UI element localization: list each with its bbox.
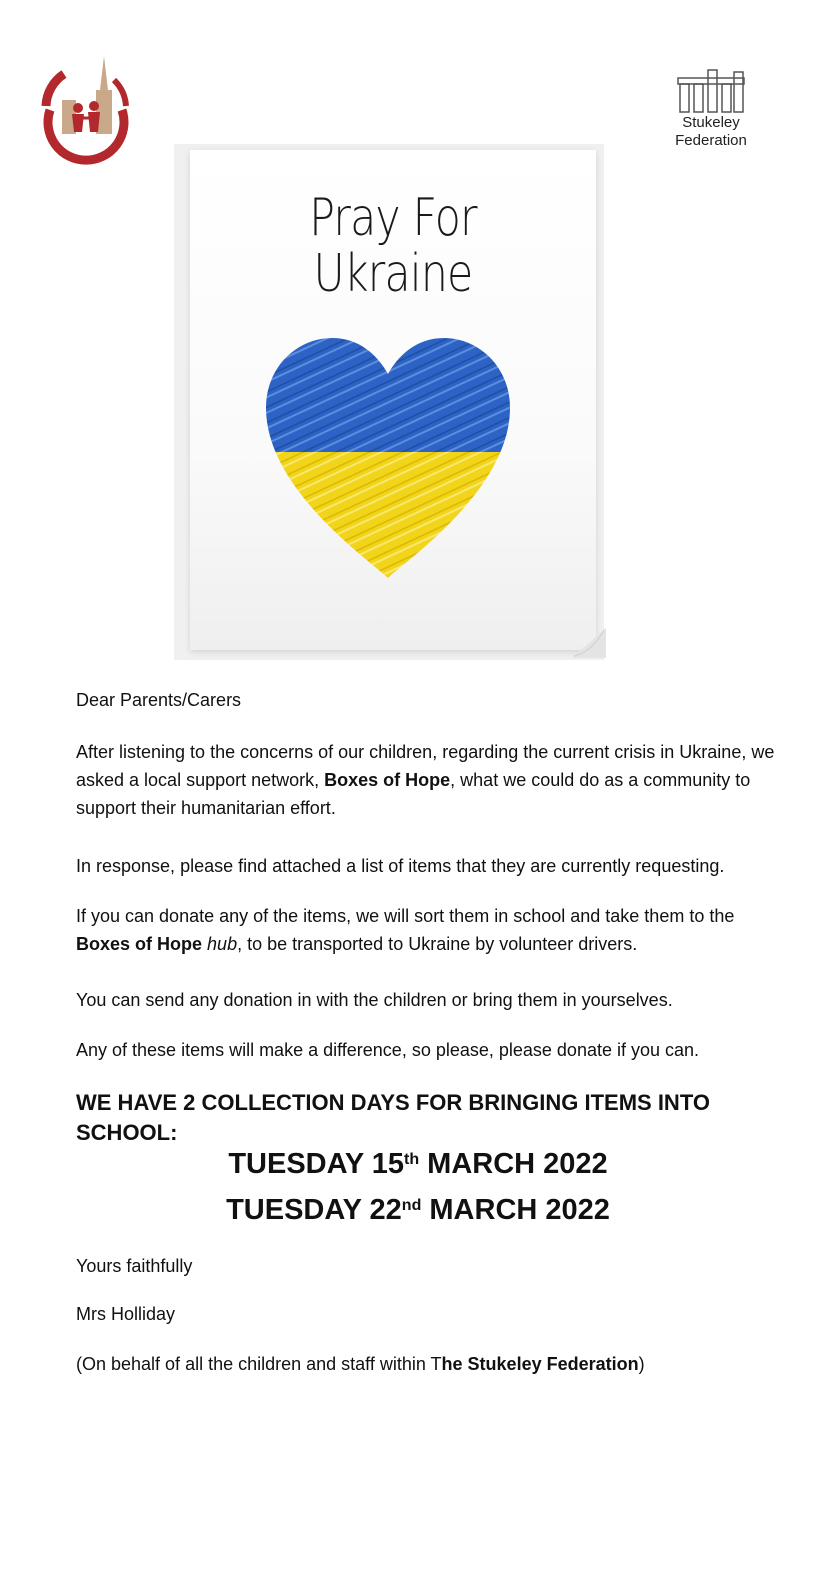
stukeley-federation-logo: [666, 64, 756, 172]
collection-date-2: TUESDAY 22nd MARCH 2022: [226, 1194, 610, 1226]
page-curl-icon: [572, 628, 606, 658]
paragraph-5: Any of these items will make a difference, so please, please donate if you can.: [76, 1040, 700, 1060]
greeting: Dear Parents/Carers: [76, 690, 242, 710]
boxes-of-hope-bold: Boxes of Hope: [324, 770, 451, 790]
logo-text-federation: Federation: [675, 132, 747, 149]
collection-date-1: TUESDAY 15th MARCH 2022: [228, 1148, 608, 1180]
closing: Yours faithfully: [76, 1256, 193, 1276]
school-logo-left: [38, 50, 134, 166]
paragraph-3: If you can donate any of the items, we will sort them in school and take them to the Boxes of Hope hub, to be transported to Ukraine by volunteer drivers.: [76, 906, 735, 954]
poster-title: [227, 190, 560, 302]
poster-title-line2: Ukraine: [313, 244, 473, 304]
poster-title-line1: Pray For: [309, 188, 477, 248]
footer-note: (On behalf of all the children and staff within The Stukeley Federation): [76, 1354, 645, 1374]
logo-text-stukeley: Stukeley: [682, 114, 740, 131]
signature: Mrs Holliday: [76, 1304, 176, 1324]
paragraph-2: In response, please find attached a list of items that they are currently requesting.: [76, 856, 725, 876]
ukraine-heart-icon: [262, 330, 514, 582]
collection-days-heading: WE HAVE 2 COLLECTION DAYS FOR BRINGING ITEMS INTO SCHOOL:: [76, 1090, 710, 1145]
paragraph-1: After listening to the concerns of our children, regarding the current crisis in Ukraine, we asked a local support network, Boxes of Hope, what we could do as a community to support their humanitarian effort.: [76, 742, 775, 818]
paragraph-4: You can send any donation in with the children or bring them in yourselves.: [76, 990, 673, 1010]
